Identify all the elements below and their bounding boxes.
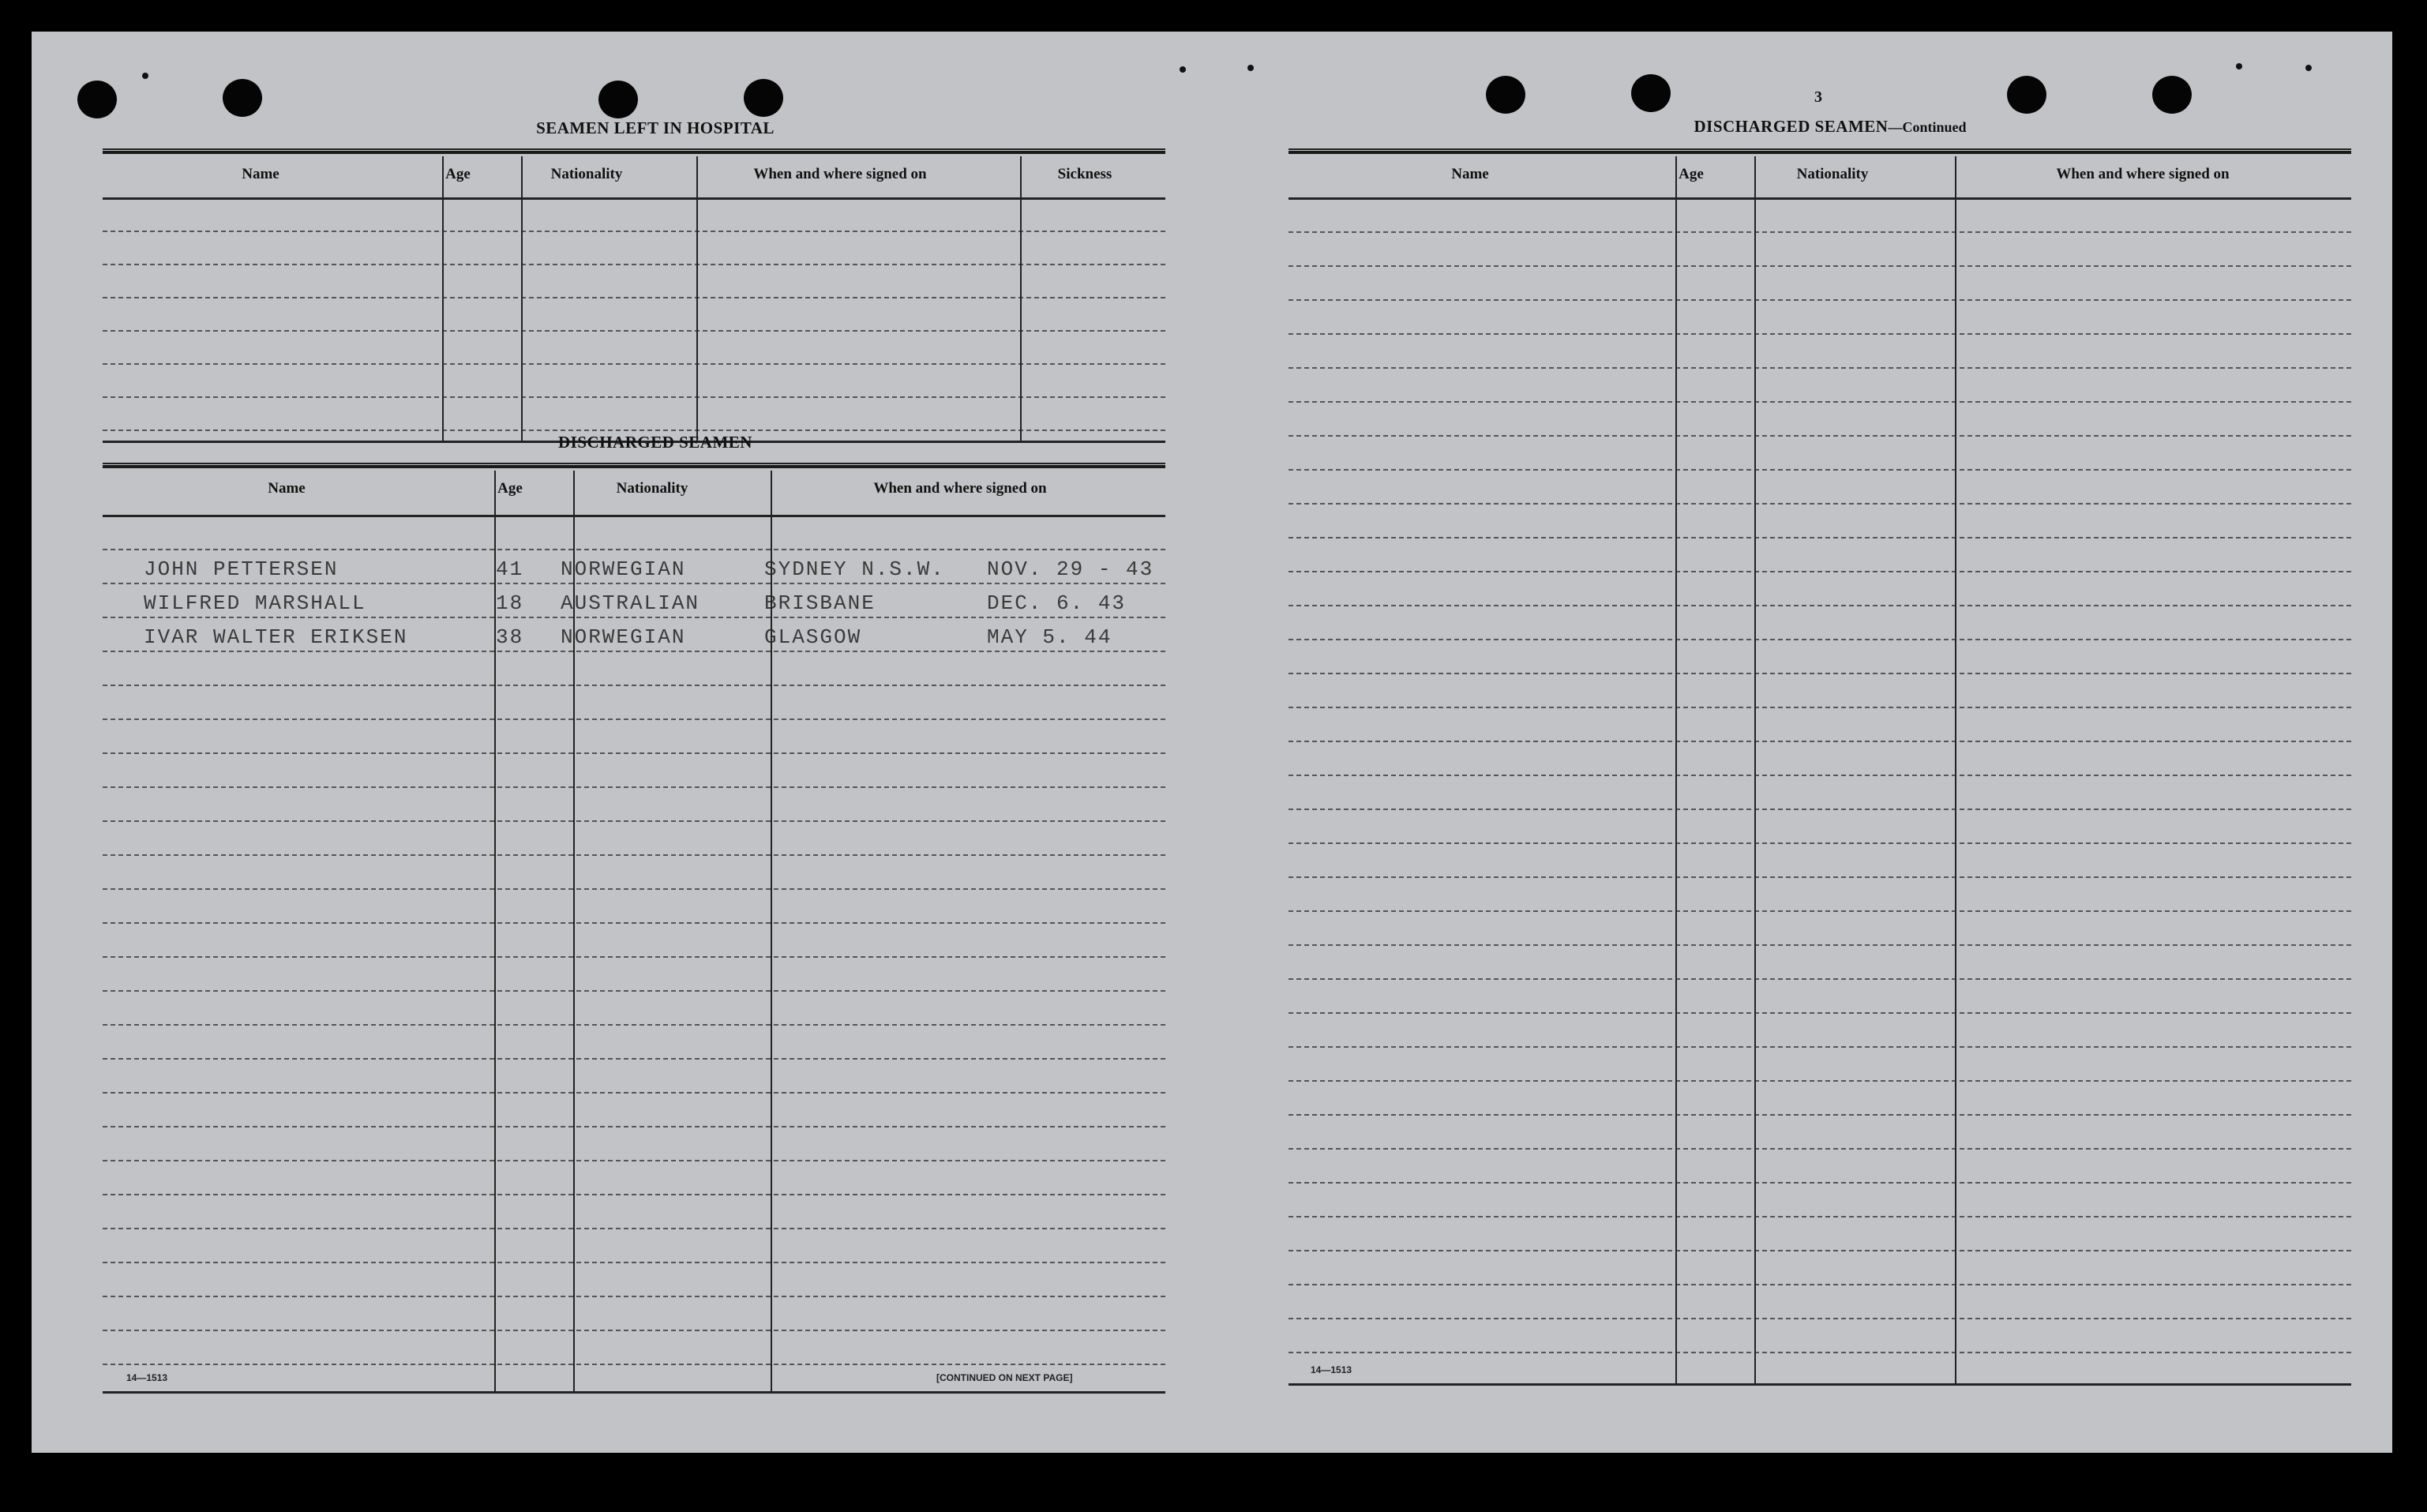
hospital-col-signed-on: When and where signed on bbox=[753, 166, 927, 182]
discharged-continued-main: DISCHARGED SEAMEN bbox=[1694, 117, 1889, 136]
speck bbox=[2305, 65, 2312, 71]
row-3-date: MAY 5. 44 bbox=[987, 625, 1112, 649]
hospital-table bbox=[103, 148, 1165, 448]
row-3-nationality: NORWEGIAN bbox=[561, 625, 686, 649]
row-rule bbox=[103, 786, 1165, 788]
row-2-nationality: AUSTRALIAN bbox=[561, 591, 700, 615]
row-rule bbox=[1289, 1046, 2351, 1048]
column-divider bbox=[494, 471, 496, 1391]
row-rule bbox=[1289, 265, 2351, 267]
discharged-table bbox=[103, 463, 1165, 1398]
row-rule bbox=[1289, 944, 2351, 946]
punch-hole bbox=[598, 81, 638, 118]
row-2-place: BRISBANE bbox=[764, 591, 876, 615]
row-rule bbox=[103, 854, 1165, 856]
row-1-name: JOHN PETTERSEN bbox=[144, 557, 339, 581]
row-3-name: IVAR WALTER ERIKSEN bbox=[144, 625, 408, 649]
row-3-age: 38 bbox=[496, 625, 524, 649]
row-rule bbox=[103, 231, 1165, 232]
header-rule bbox=[103, 515, 1165, 517]
row-rule bbox=[1289, 673, 2351, 674]
continued-col-age: Age bbox=[1679, 166, 1704, 182]
column-divider bbox=[771, 471, 772, 1391]
discharged-continued-sub: —Continued bbox=[1888, 119, 1967, 135]
speck bbox=[142, 73, 148, 79]
row-rule bbox=[1289, 1148, 2351, 1150]
row-rule bbox=[103, 1126, 1165, 1127]
row-rule bbox=[103, 363, 1165, 365]
row-rule bbox=[1289, 367, 2351, 369]
row-rule bbox=[1289, 842, 2351, 844]
row-1-place: SYDNEY N.S.W. bbox=[764, 557, 945, 581]
row-rule bbox=[103, 430, 1165, 431]
row-2-name: WILFRED MARSHALL bbox=[144, 591, 366, 615]
row-rule bbox=[103, 990, 1165, 992]
discharged-col-age: Age bbox=[497, 480, 523, 497]
punch-hole bbox=[223, 79, 262, 117]
row-1-nationality: NORWEGIAN bbox=[561, 557, 686, 581]
hospital-col-sickness: Sickness bbox=[1057, 166, 1112, 182]
continued-col-nationality: Nationality bbox=[1796, 166, 1869, 182]
row-rule bbox=[1289, 1216, 2351, 1217]
form-sheet bbox=[32, 32, 2392, 1453]
row-rule bbox=[1289, 809, 2351, 810]
row-3-place: GLASGOW bbox=[764, 625, 862, 649]
bottom-rule bbox=[103, 1391, 1165, 1394]
row-1-date: NOV. 29 - 43 bbox=[987, 557, 1154, 581]
discharged-col-name: Name bbox=[268, 480, 306, 497]
row-rule bbox=[103, 1092, 1165, 1094]
row-rule bbox=[1289, 435, 2351, 437]
row-rule bbox=[1289, 1080, 2351, 1082]
punch-hole bbox=[1486, 76, 1525, 114]
column-divider bbox=[1675, 156, 1677, 1383]
row-rule bbox=[103, 1228, 1165, 1229]
punch-hole bbox=[2007, 76, 2046, 114]
header-rule bbox=[1289, 197, 2351, 200]
discharged-col-nationality: Nationality bbox=[616, 480, 688, 497]
row-rule bbox=[103, 922, 1165, 924]
hospital-col-nationality: Nationality bbox=[550, 166, 623, 182]
row-rule bbox=[1289, 469, 2351, 471]
row-rule bbox=[103, 1262, 1165, 1263]
row-rule bbox=[1289, 231, 2351, 233]
page-number: 3 bbox=[1814, 88, 1822, 106]
speck bbox=[1180, 66, 1186, 73]
speck bbox=[2236, 63, 2242, 69]
punch-hole bbox=[77, 81, 117, 118]
row-rule bbox=[1289, 910, 2351, 912]
row-rule bbox=[1289, 605, 2351, 606]
continued-table bbox=[1289, 148, 2351, 1388]
row-rule bbox=[1289, 299, 2351, 301]
row-rule bbox=[1289, 876, 2351, 878]
row-rule bbox=[103, 1024, 1165, 1026]
left-form-number: 14—1513 bbox=[126, 1372, 168, 1383]
column-divider bbox=[696, 156, 698, 441]
continued-note: [CONTINUED ON NEXT PAGE] bbox=[936, 1372, 1073, 1383]
speck bbox=[1247, 65, 1254, 71]
row-rule bbox=[103, 685, 1165, 686]
right-form-number: 14—1513 bbox=[1311, 1364, 1352, 1375]
header-rule bbox=[103, 197, 1165, 200]
row-rule bbox=[103, 617, 1165, 618]
row-rule bbox=[1289, 1352, 2351, 1353]
row-rule bbox=[103, 1058, 1165, 1060]
column-divider bbox=[573, 471, 575, 1391]
row-rule bbox=[103, 820, 1165, 822]
row-rule bbox=[1289, 1182, 2351, 1184]
row-rule bbox=[103, 651, 1165, 652]
row-rule bbox=[1289, 537, 2351, 538]
discharged-continued-title bbox=[1625, 117, 2035, 137]
discharged-title: DISCHARGED SEAMEN bbox=[558, 433, 752, 452]
row-2-date: DEC. 6. 43 bbox=[987, 591, 1127, 615]
row-rule bbox=[103, 330, 1165, 332]
row-rule bbox=[1289, 333, 2351, 335]
row-rule bbox=[1289, 741, 2351, 742]
punch-hole bbox=[1631, 74, 1671, 112]
row-rule bbox=[103, 1364, 1165, 1365]
row-rule bbox=[1289, 401, 2351, 403]
hospital-col-name: Name bbox=[242, 166, 279, 182]
row-rule bbox=[103, 718, 1165, 720]
row-rule bbox=[1289, 1250, 2351, 1251]
hospital-col-age: Age bbox=[445, 166, 471, 182]
column-divider bbox=[1754, 156, 1756, 1383]
row-rule bbox=[1289, 1284, 2351, 1285]
row-rule bbox=[103, 1160, 1165, 1161]
column-divider bbox=[1955, 156, 1956, 1383]
column-divider bbox=[1020, 156, 1022, 441]
row-rule bbox=[103, 1296, 1165, 1297]
bottom-rule bbox=[1289, 1383, 2351, 1386]
column-divider bbox=[442, 156, 444, 441]
row-rule bbox=[103, 396, 1165, 398]
row-rule bbox=[103, 956, 1165, 958]
row-rule bbox=[103, 888, 1165, 890]
continued-col-name: Name bbox=[1451, 166, 1489, 182]
row-rule bbox=[1289, 1114, 2351, 1116]
column-divider bbox=[521, 156, 523, 441]
row-rule bbox=[103, 583, 1165, 584]
row-2-age: 18 bbox=[496, 591, 524, 615]
row-rule bbox=[1289, 503, 2351, 505]
row-rule bbox=[1289, 978, 2351, 980]
row-rule bbox=[1289, 707, 2351, 708]
row-rule bbox=[1289, 1012, 2351, 1014]
continued-col-signed-on: When and where signed on bbox=[2056, 166, 2230, 182]
row-rule bbox=[103, 264, 1165, 265]
row-rule bbox=[1289, 1318, 2351, 1319]
row-rule bbox=[103, 1330, 1165, 1331]
punch-hole bbox=[2152, 76, 2192, 114]
row-rule bbox=[103, 752, 1165, 754]
row-rule bbox=[1289, 639, 2351, 640]
row-rule bbox=[103, 1194, 1165, 1195]
row-rule bbox=[1289, 775, 2351, 776]
row-rule bbox=[103, 297, 1165, 298]
hospital-title: SEAMEN LEFT IN HOSPITAL bbox=[536, 118, 775, 137]
row-rule bbox=[1289, 571, 2351, 572]
row-1-age: 41 bbox=[496, 557, 524, 581]
row-rule bbox=[103, 549, 1165, 550]
punch-hole bbox=[744, 79, 783, 117]
discharged-col-signed-on: When and where signed on bbox=[873, 480, 1047, 497]
